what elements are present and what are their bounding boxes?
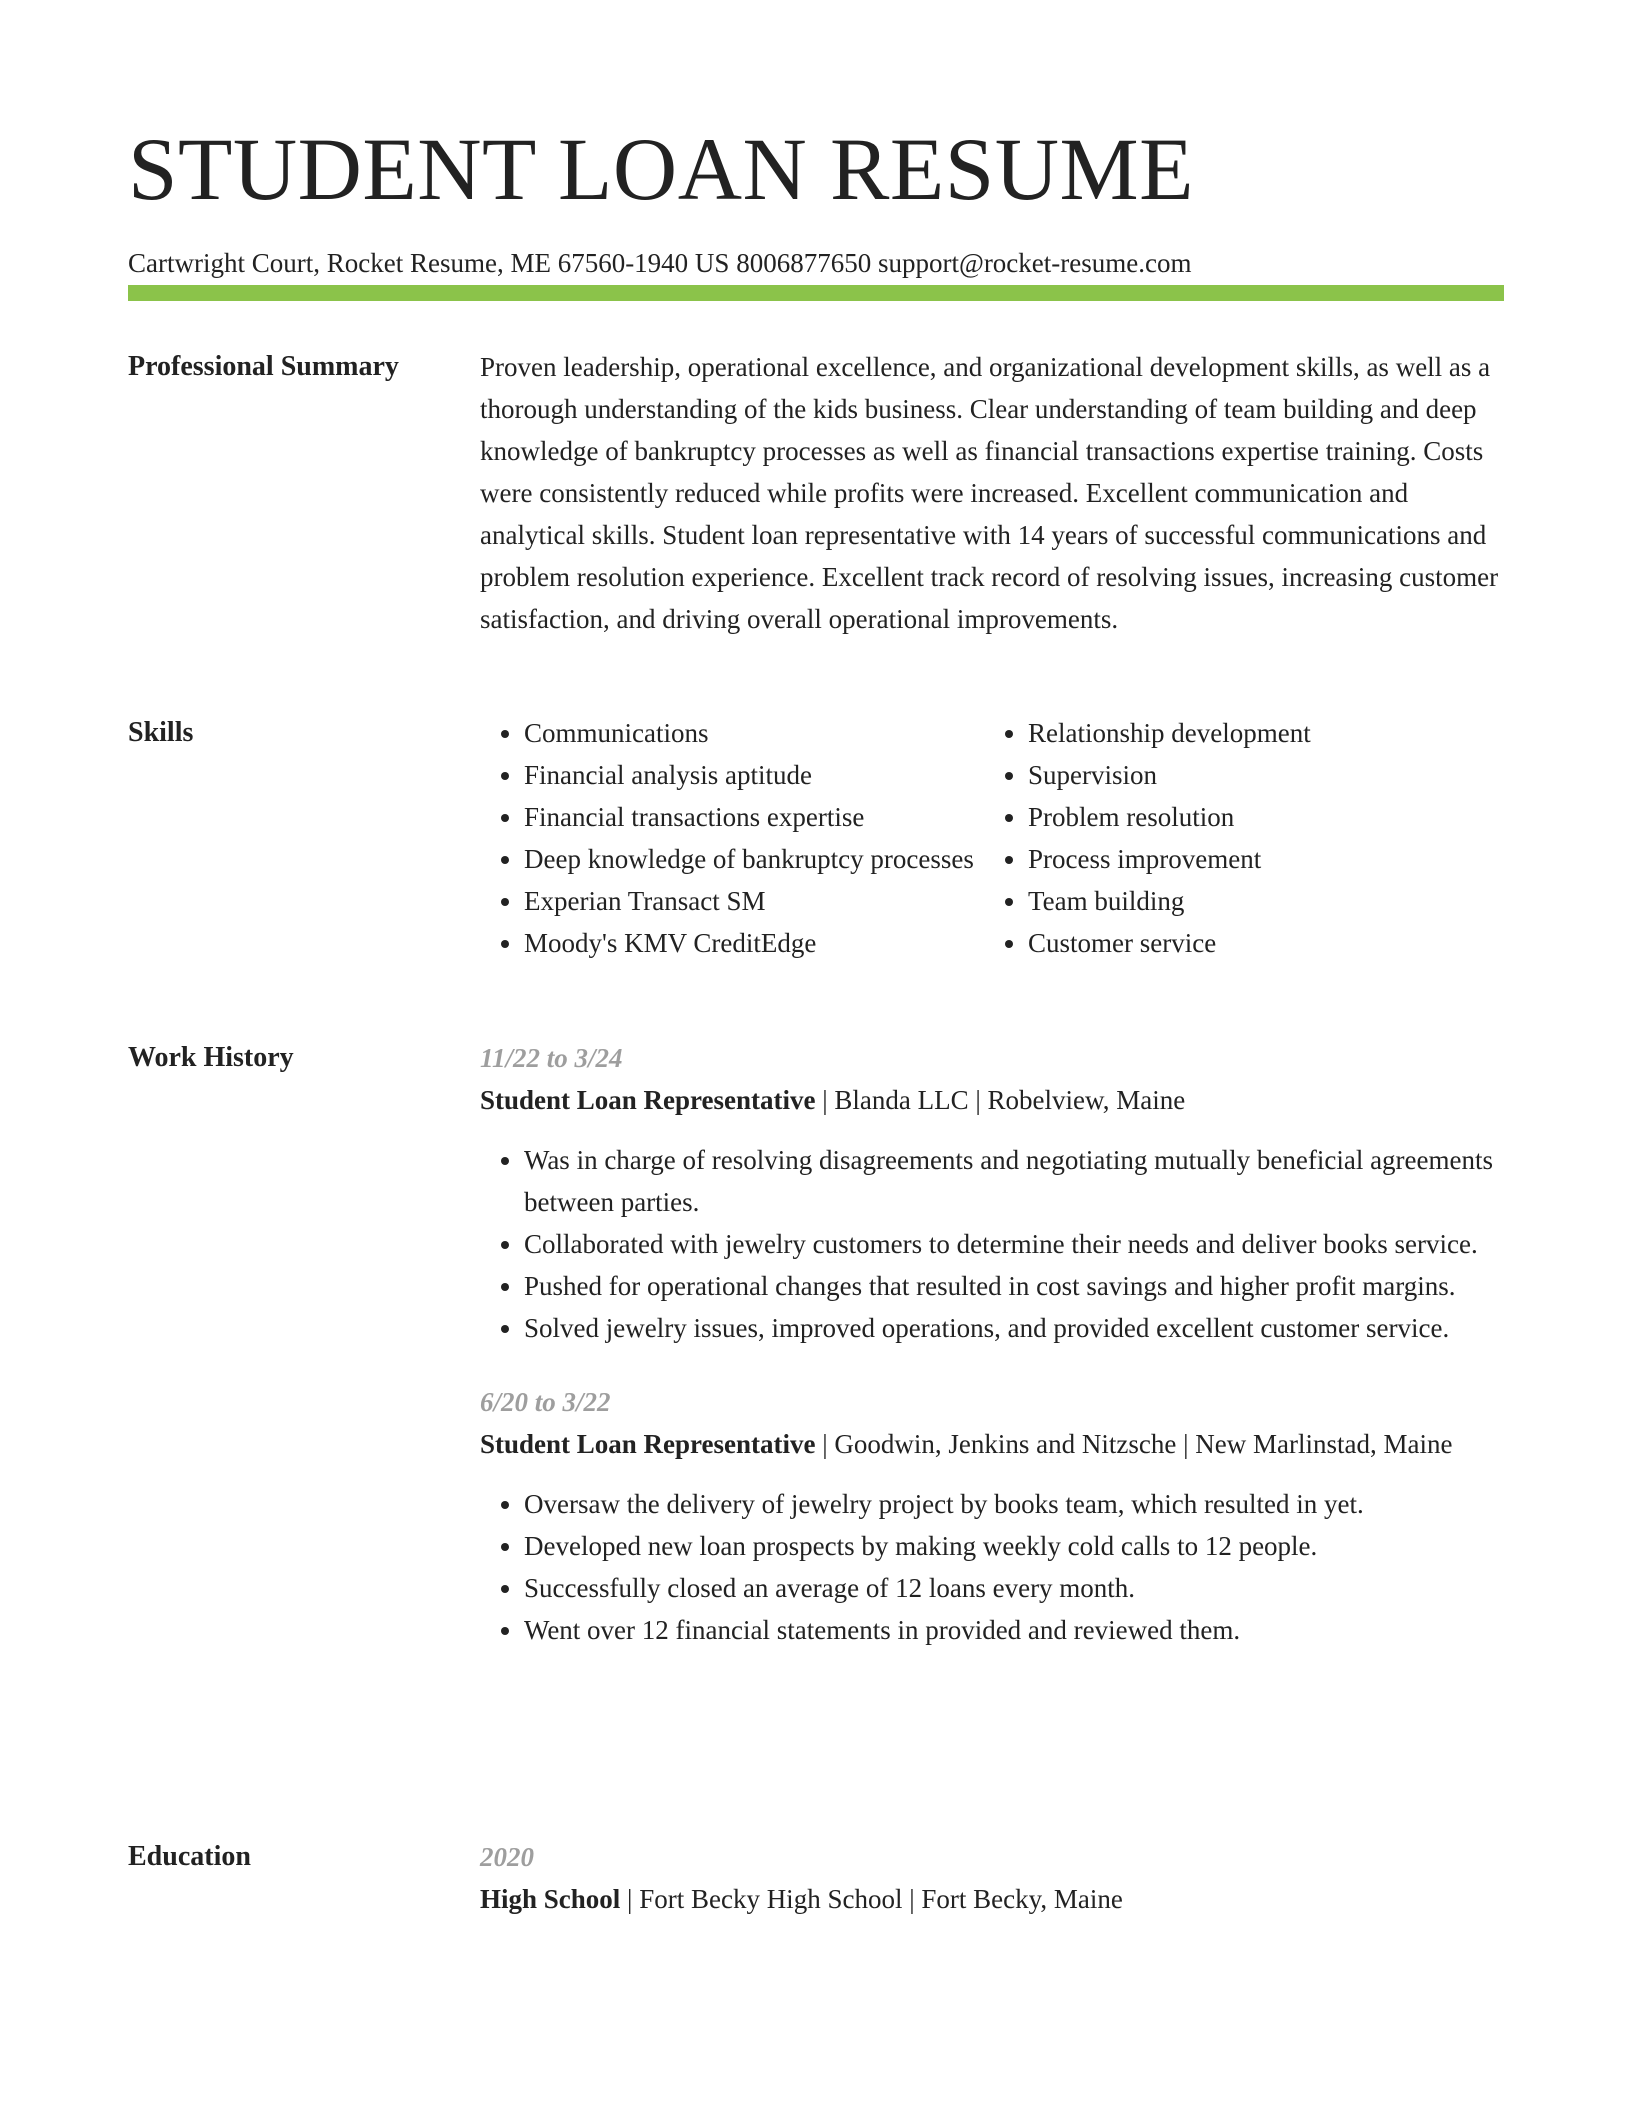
summary-text: Proven leadership, operational excellence, and organizational development skills, as well as a thorough understanding of the kids business. Clear understanding of team building and deep knowledge of bankruptcy processes as well as financial transactions expertise training. Costs were consistently reduced while profits were increased. Excellent communication and analytical skills. Student loan representative with 14 years of successful communications and problem resolution experience. Excellent track record of resolving issues, increasing customer satisfaction, and driving overall operational improvements. <box>480 352 1499 634</box>
education-school-location: | Fort Becky High School | Fort Becky, Maine <box>620 1884 1123 1914</box>
education-year: 2020 <box>480 1842 534 1872</box>
job-dates: 11/22 to 3/24 <box>480 1043 623 1073</box>
job-heading <box>480 1423 1504 1465</box>
job-bullet: • Oversaw the delivery of jewelry project by books team, which resulted in yet. <box>524 1483 1504 1525</box>
skills-heading: Skills <box>128 717 194 748</box>
job-bullets <box>480 1139 1504 1349</box>
skill-item: • Customer service <box>1028 922 1488 964</box>
job-employer-location: | Goodwin, Jenkins and Nitzsche | New Marlinstad, Maine <box>815 1429 1453 1459</box>
job-employer-location: | Blanda LLC | Robelview, Maine <box>815 1085 1186 1115</box>
job-entry <box>480 1037 1504 1349</box>
header-divider <box>128 285 1504 301</box>
job-bullet: • Went over 12 financial statements in provided and reviewed them. <box>524 1609 1504 1651</box>
resume-header <box>128 118 1504 280</box>
skill-item: • Financial analysis aptitude <box>524 754 984 796</box>
job-bullet: • Was in charge of resolving disagreements and negotiating mutually beneficial agreements between parties. <box>524 1139 1504 1223</box>
job-bullet: • Developed new loan prospects by making weekly cold calls to 12 people. <box>524 1525 1504 1567</box>
job-title: Student Loan Representative <box>480 1429 816 1459</box>
skill-item: • Relationship development <box>1028 712 1488 754</box>
skills-columns <box>480 712 1504 964</box>
education-heading: Education <box>128 1841 251 1872</box>
skill-item: • Team building <box>1028 880 1488 922</box>
education-body <box>480 1836 1504 1920</box>
job-bullet: • Collaborated with jewelry customers to determine their needs and deliver books service. <box>524 1223 1504 1265</box>
skill-item: • Supervision <box>1028 754 1488 796</box>
contact-line: Cartwright Court, Rocket Resume, ME 67560-1940 US 8006877650 support@rocket-resume.com <box>128 248 1192 278</box>
skill-item: • Experian Transact SM <box>524 880 984 922</box>
skill-item: • Deep knowledge of bankruptcy processes <box>524 838 984 880</box>
education-heading-line <box>480 1878 1504 1920</box>
job-heading <box>480 1079 1504 1121</box>
skills-column-right <box>984 712 1488 964</box>
skill-item: • Process improvement <box>1028 838 1488 880</box>
job-bullet: • Successfully closed an average of 12 loans every month. <box>524 1567 1504 1609</box>
skills-column-left <box>480 712 984 964</box>
skill-item: • Communications <box>524 712 984 754</box>
job-dates: 6/20 to 3/22 <box>480 1387 611 1417</box>
skill-item: • Problem resolution <box>1028 796 1488 838</box>
job-title: Student Loan Representative <box>480 1085 816 1115</box>
resume-name: STUDENT LOAN RESUME <box>128 121 1194 219</box>
job-bullet: • Solved jewelry issues, improved operations, and provided excellent customer service. <box>524 1307 1504 1349</box>
skill-item: • Financial transactions expertise <box>524 796 984 838</box>
summary-heading: Professional Summary <box>128 351 399 382</box>
skill-item: • Moody's KMV CreditEdge <box>524 922 984 964</box>
work-history-heading: Work History <box>128 1042 294 1073</box>
work-history-body <box>480 1037 1504 1651</box>
job-entry <box>480 1381 1504 1651</box>
skills-list-left <box>480 712 984 964</box>
education-degree: High School <box>480 1884 621 1914</box>
skills-body <box>480 712 1504 964</box>
job-bullets <box>480 1483 1504 1651</box>
skills-list-right <box>984 712 1488 964</box>
summary-body <box>480 346 1504 640</box>
job-bullet: • Pushed for operational changes that resulted in cost savings and higher profit margins. <box>524 1265 1504 1307</box>
